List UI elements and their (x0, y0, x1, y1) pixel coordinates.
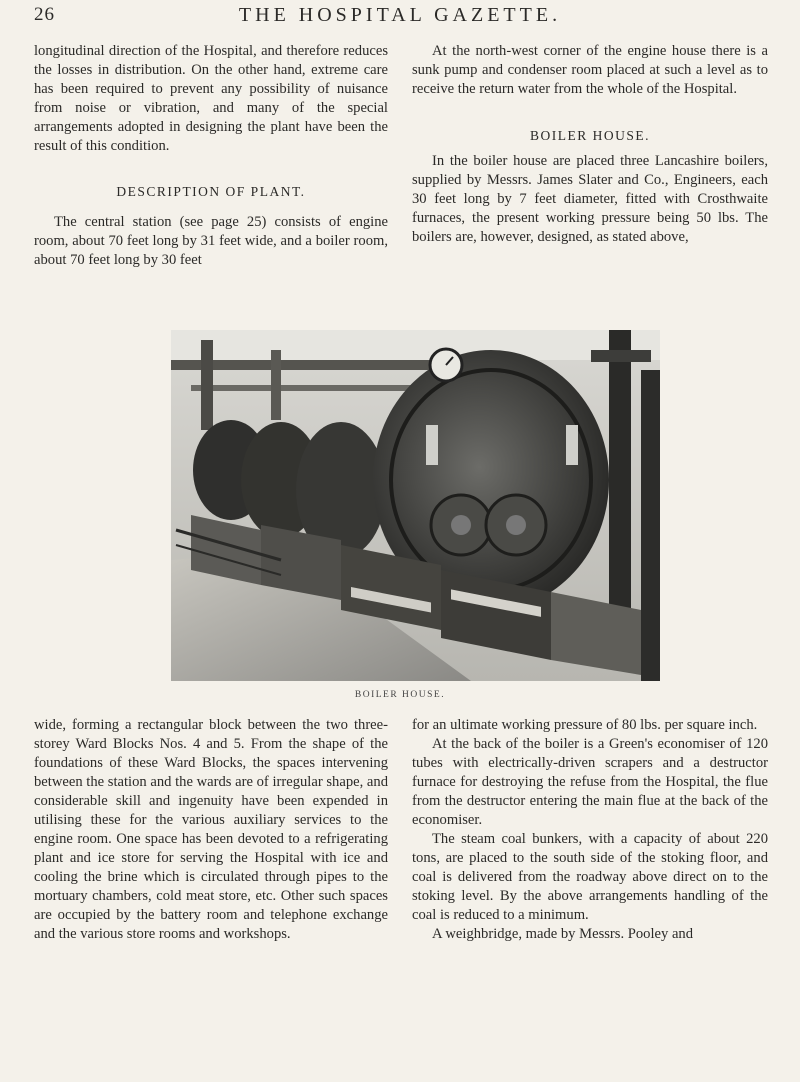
page-number: 26 (34, 4, 55, 25)
paragraph: In the boiler house are placed three Lancashire boilers, supplied by Messrs. James Slater and Co., Engineers, each 30 feet long by 7 feet diameter, fitted with Crosthwaite furnaces, the present working pressure being 50 lbs. The boilers are, however, designed, as stated above, (412, 153, 768, 245)
running-title: THE HOSPITAL GAZETTE. (238, 4, 562, 26)
boiler-house-photograph (171, 330, 660, 681)
paragraph: At the north-west corner of the engine house there is a sunk pump and condenser room placed at such a level as to receive the return water from the whole of the Hospital. (412, 43, 768, 97)
section-heading-description-of-plant: DESCRIPTION OF PLANT. (116, 184, 306, 199)
top-right-column (412, 42, 768, 247)
paragraph: At the back of the boiler is a Green's economiser of 120 tubes with electrically-driven scrapers and a destructor furnace for destroying the refuse from the Hospital, the flue from the destructor entering the main flue at the back of the economiser. (412, 736, 768, 828)
paragraph: A weighbridge, made by Messrs. Pooley and (432, 926, 694, 942)
paragraph: The central station (see page 25) consists of engine room, about 70 feet long by 31 feet wide, and a boiler room, about 70 feet long by 30 feet (34, 214, 388, 268)
paragraph: wide, forming a rectangular block between the two three-storey Ward Blocks Nos. 4 and 5. From the shape of the foundations of these Ward Blocks, the spaces intervening between the station and the wards are of irregular shape, and considerable skill and ingenuity have been expended in utilising these for the various auxiliary services to the engine room. One space has been devoted to a refrigerating plant and ice store for serving the Hospital with ice and cooling the brine which is circulated through pipes to the mortuary chambers, cold meat store, etc. Other such spaces are occupied by the battery room and telephone exchange and the various store rooms and workshops. (34, 717, 388, 942)
bottom-left-column (34, 716, 388, 944)
top-left-column (34, 42, 388, 270)
section-heading-boiler-house: BOILER HOUSE. (530, 128, 650, 143)
figure-caption: BOILER HOUSE. (354, 690, 446, 700)
bottom-right-column (412, 716, 768, 944)
paragraph: longitudinal direction of the Hospital, and therefore reduces the losses in distribution. On the other hand, extreme care has been required to prevent any possibility of nuisance from noise or vibration, and many of the special arrangements adopted in designing the plant have been the result of this condition. (34, 43, 388, 154)
paragraph: The steam coal bunkers, with a capacity of about 220 tons, are placed to the south side of the stoking floor, and coal is delivered from the roadway above direct on to the stoking level. By the above arrangements handling of the coal is reduced to a minimum. (412, 831, 768, 923)
paragraph: for an ultimate working pressure of 80 lbs. per square inch. (412, 717, 758, 733)
